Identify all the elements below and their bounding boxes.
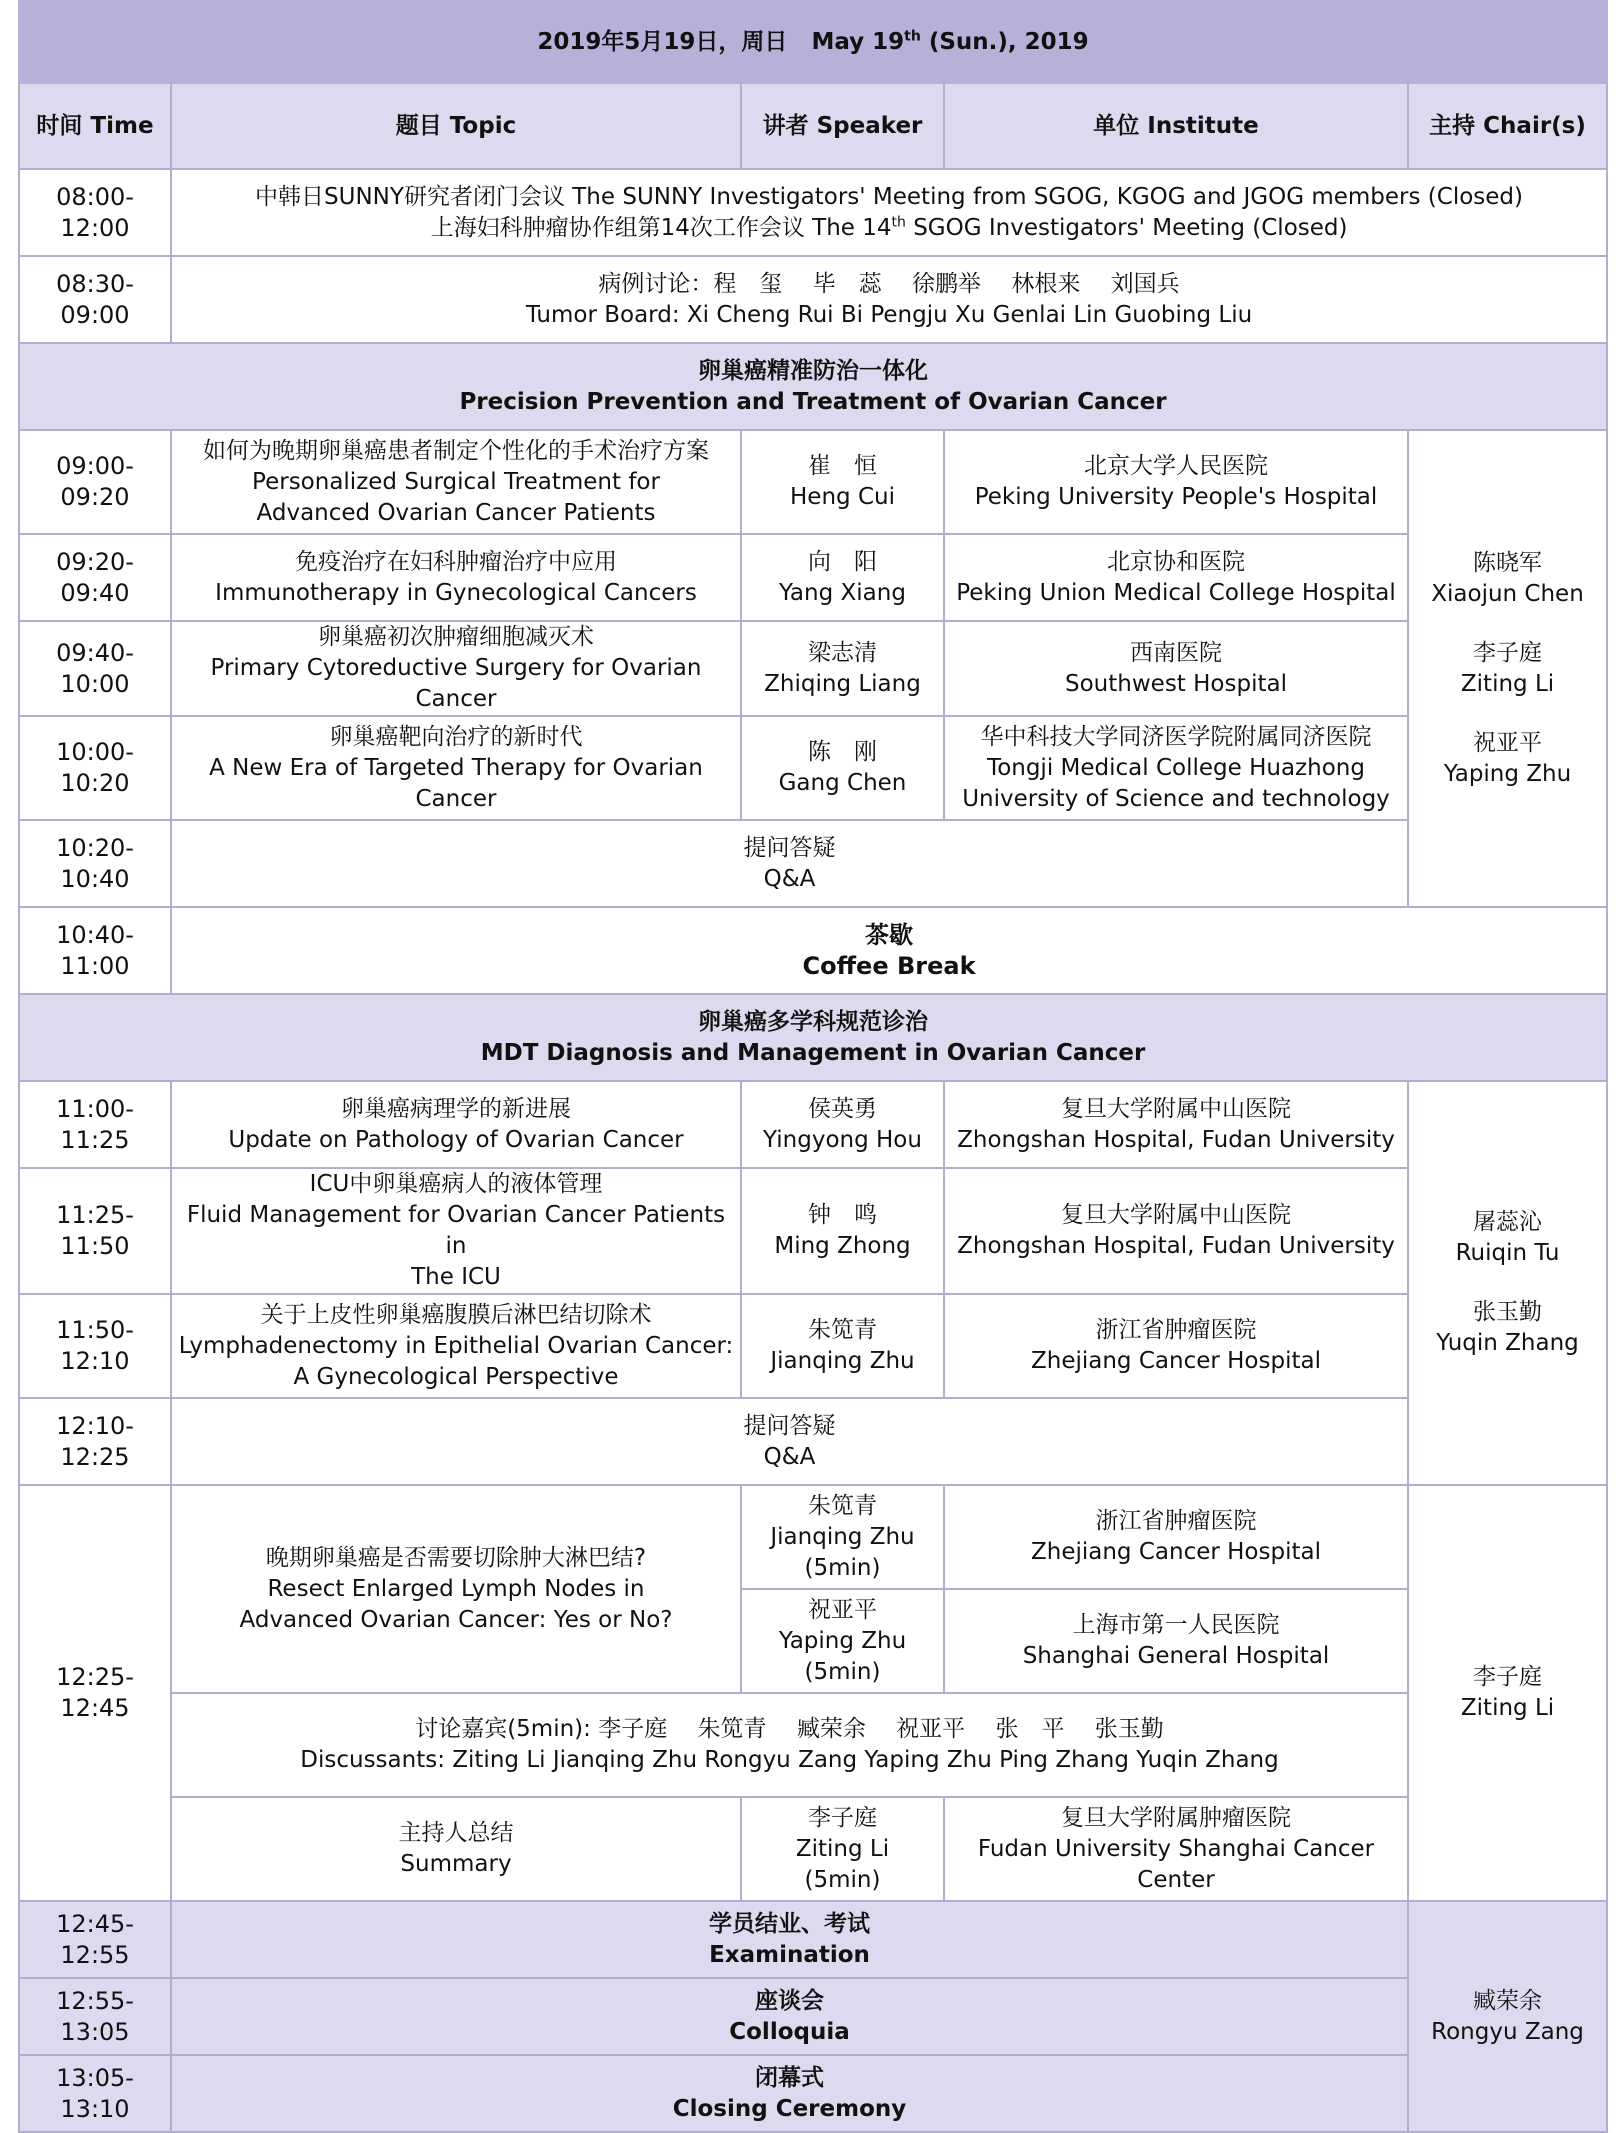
table-row: [19, 907, 1607, 994]
speaker: 崔 恒 Heng Cui: [741, 430, 944, 534]
session-chairs: 李子庭 Ziting Li: [1408, 1485, 1607, 1901]
topic: 晚期卵巢癌是否需要切除肿大淋巴结? Resect Enlarged Lymph Nodes in Advanced Ovarian Cancer: Yes or No?: [171, 1485, 741, 1693]
qa: 提问答疑 Q&A: [171, 820, 1408, 907]
table-row: [19, 1168, 1607, 1294]
colloquia: 座谈会 Colloquia: [171, 1978, 1408, 2055]
session-chairs: 臧荣余 Rongyu Zang: [1408, 1901, 1607, 2132]
header-institute: 单位 Institute: [944, 83, 1408, 169]
closed-meeting: 中韩日SUNNY研究者闭门会议 The SUNNY Investigators' Meeting from SGOG, KGOG and JGOG members (Closed) 上海妇科肿瘤协作组第14次工作会议 The 14th SGOG Investigators' Meeting (Closed): [171, 169, 1607, 256]
examination: 学员结业、考试 Examination: [171, 1901, 1408, 1978]
session-chairs: 屠蕊沁 Ruiqin Tu 张玉勤 Yuqin Zhang: [1408, 1081, 1607, 1485]
speaker: 朱笕青 Jianqing Zhu (5min): [741, 1485, 944, 1589]
section-header: [19, 343, 1607, 430]
table-row: [19, 716, 1607, 820]
schedule-table: [18, 0, 1608, 2133]
table-row: [19, 169, 1607, 256]
topic: 主持人总结 Summary: [171, 1797, 741, 1901]
institute: 西南医院 Southwest Hospital: [944, 621, 1408, 716]
speaker: 祝亚平 Yaping Zhu (5min): [741, 1589, 944, 1693]
section-title: 卵巢癌精准防治一体化 Precision Prevention and Treatment of Ovarian Cancer: [19, 343, 1607, 430]
session-time: 12:10-12:25: [19, 1398, 171, 1485]
table-row: [19, 1978, 1607, 2055]
topic: 卵巢癌病理学的新进展 Update on Pathology of Ovarian Cancer: [171, 1081, 741, 1168]
schedule: [18, 0, 1606, 2133]
header-chair: 主持 Chair(s): [1408, 83, 1607, 169]
speaker: 梁志清 Zhiqing Liang: [741, 621, 944, 716]
section-header: [19, 994, 1607, 1081]
session-time: 10:40-11:00: [19, 907, 171, 994]
header-topic: 题目 Topic: [171, 83, 741, 169]
table-row: [19, 2055, 1607, 2132]
session-time: 10:00-10:20: [19, 716, 171, 820]
institute: 复旦大学附属肿瘤医院 Fudan University Shanghai Cancer Center: [944, 1797, 1408, 1901]
session-time: 12:25-12:45: [19, 1485, 171, 1901]
qa: 提问答疑 Q&A: [171, 1398, 1408, 1485]
topic: 卵巢癌初次肿瘤细胞减灭术 Primary Cytoreductive Surgery for Ovarian Cancer: [171, 621, 741, 716]
institute: 复旦大学附属中山医院 Zhongshan Hospital, Fudan University: [944, 1168, 1408, 1294]
session-time: 10:20-10:40: [19, 820, 171, 907]
institute: 复旦大学附属中山医院 Zhongshan Hospital, Fudan University: [944, 1081, 1408, 1168]
institute: 北京协和医院 Peking Union Medical College Hospital: [944, 534, 1408, 621]
header-row: [19, 83, 1607, 169]
section-title: 卵巢癌多学科规范诊治 MDT Diagnosis and Management in Ovarian Cancer: [19, 994, 1607, 1081]
session-time: 11:50-12:10: [19, 1294, 171, 1398]
session-time: 11:00-11:25: [19, 1081, 171, 1168]
institute: 华中科技大学同济医学院附属同济医院 Tongji Medical College Huazhong University of Science and technology: [944, 716, 1408, 820]
topic: 卵巢癌靶向治疗的新时代 A New Era of Targeted Therapy for Ovarian Cancer: [171, 716, 741, 820]
speaker: 钟 鸣 Ming Zhong: [741, 1168, 944, 1294]
session-time: 08:30-09:00: [19, 256, 171, 343]
institute: 浙江省肿瘤医院 Zhejiang Cancer Hospital: [944, 1485, 1408, 1589]
table-row: [19, 534, 1607, 621]
header-speaker: 讲者 Speaker: [741, 83, 944, 169]
table-row: [19, 256, 1607, 343]
table-row: [19, 1398, 1607, 1485]
institute: 上海市第一人民医院 Shanghai General Hospital: [944, 1589, 1408, 1693]
session-time: 13:05-13:10: [19, 2055, 171, 2132]
table-row: [19, 1901, 1607, 1978]
speaker: 李子庭 Ziting Li (5min): [741, 1797, 944, 1901]
session-time: 12:55-13:05: [19, 1978, 171, 2055]
speaker: 侯英勇 Yingyong Hou: [741, 1081, 944, 1168]
closing-ceremony: 闭幕式 Closing Ceremony: [171, 2055, 1408, 2132]
session-time: 09:20-09:40: [19, 534, 171, 621]
speaker: 向 阳 Yang Xiang: [741, 534, 944, 621]
table-row: [19, 1294, 1607, 1398]
session-time: 09:00-09:20: [19, 430, 171, 534]
table-row: [19, 820, 1607, 907]
session-time: 08:00-12:00: [19, 169, 171, 256]
table-row: [19, 1797, 1607, 1901]
institute: 浙江省肿瘤医院 Zhejiang Cancer Hospital: [944, 1294, 1408, 1398]
speaker: 朱笕青 Jianqing Zhu: [741, 1294, 944, 1398]
table-row: [19, 1485, 1607, 1589]
table-row: [19, 1693, 1607, 1797]
table-row: [19, 430, 1607, 534]
day-title: 2019年5月19日，周日 May 19th (Sun.), 2019: [19, 1, 1607, 83]
topic: 关于上皮性卵巢癌腹膜后淋巴结切除术 Lymphadenectomy in Epithelial Ovarian Cancer: A Gynecological Perspective: [171, 1294, 741, 1398]
header-time: 时间 Time: [19, 83, 171, 169]
tumor-board: 病例讨论：程 玺 毕 蕊 徐鹏举 林根来 刘国兵 Tumor Board: Xi Cheng Rui Bi Pengju Xu Genlai Lin Guobing Liu: [171, 256, 1607, 343]
topic: ICU中卵巢癌病人的液体管理 Fluid Management for Ovarian Cancer Patients in The ICU: [171, 1168, 741, 1294]
session-time: 09:40-10:00: [19, 621, 171, 716]
table-row: [19, 621, 1607, 716]
speaker: 陈 刚 Gang Chen: [741, 716, 944, 820]
discussants: 讨论嘉宾(5min): 李子庭 朱笕青 臧荣余 祝亚平 张 平 张玉勤 Discussants: Ziting Li Jianqing Zhu Rongyu Zang Yaping Zhu Ping Zhang Yuqin Zhang: [171, 1693, 1408, 1797]
coffee-break: 茶歇 Coffee Break: [171, 907, 1607, 994]
topic: 如何为晚期卵巢癌患者制定个性化的手术治疗方案 Personalized Surgical Treatment for Advanced Ovarian Cancer Patients: [171, 430, 741, 534]
topic: 免疫治疗在妇科肿瘤治疗中应用 Immunotherapy in Gynecological Cancers: [171, 534, 741, 621]
table-row: [19, 1081, 1607, 1168]
session-time: 11:25-11:50: [19, 1168, 171, 1294]
session-chairs: 陈晓军 Xiaojun Chen 李子庭 Ziting Li 祝亚平 Yaping Zhu: [1408, 430, 1607, 907]
institute: 北京大学人民医院 Peking University People's Hospital: [944, 430, 1408, 534]
session-time: 12:45-12:55: [19, 1901, 171, 1978]
day-title-row: [19, 1, 1607, 83]
